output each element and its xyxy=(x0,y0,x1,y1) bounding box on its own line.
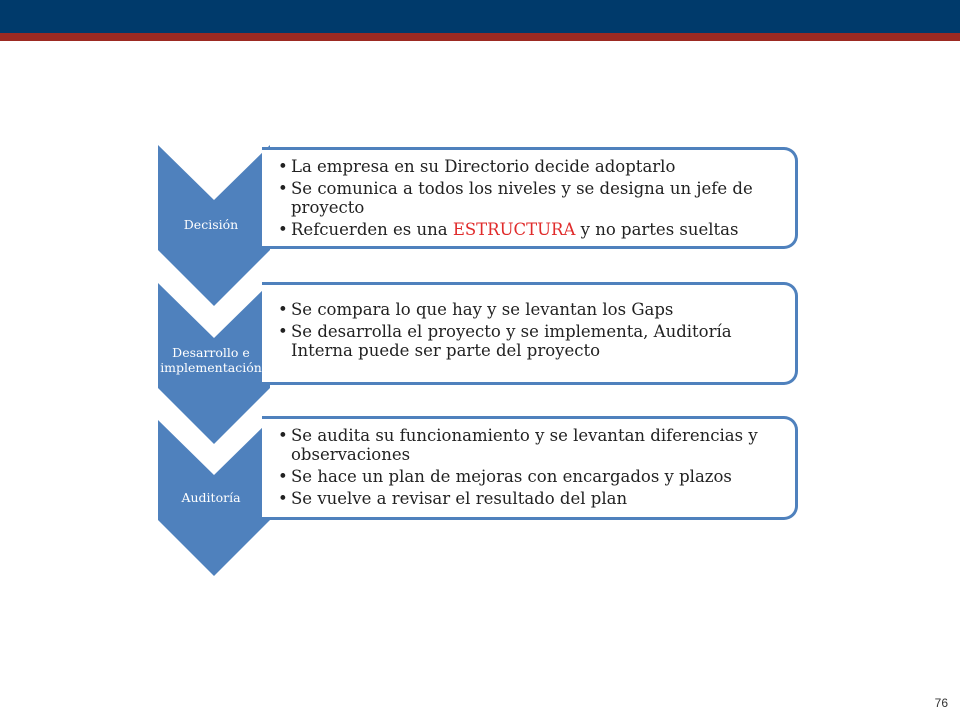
page-number: 76 xyxy=(934,696,948,710)
bullet-list xyxy=(262,426,795,508)
bullet-item xyxy=(278,300,785,319)
chevron-label-decision: Decisión xyxy=(183,217,239,232)
bullet-text: Se compara lo que hay y se levantan los Gaps xyxy=(291,300,674,319)
stage-box-desarrollo xyxy=(262,282,798,385)
bullet-item xyxy=(278,489,785,508)
bullet-item xyxy=(278,157,785,176)
bullet-text: Se comunica a todos los niveles y se designa un jefe de proyecto xyxy=(291,179,753,217)
bullet-text: Refcuerden es una xyxy=(291,220,453,239)
bullet-text: y no partes sueltas xyxy=(575,220,739,239)
bullet-list xyxy=(262,300,795,360)
highlight-text: ESTRUCTURA xyxy=(452,220,576,239)
bullet-text: Se vuelve a revisar el resultado del plan xyxy=(291,489,628,508)
bullet-item xyxy=(278,322,785,360)
chevron-label-desarrollo: Desarrollo e implementación xyxy=(160,345,262,375)
bullet-text: Se audita su funcionamiento y se levantan diferencias y observaciones xyxy=(291,426,758,464)
bullet-text: Se desarrolla el proyecto y se implementa, Auditoría Interna puede ser parte del proyecto xyxy=(291,322,732,360)
stage-box-decision xyxy=(262,147,798,249)
bullet-list xyxy=(262,157,795,239)
bullet-item xyxy=(278,467,785,486)
bullet-item xyxy=(278,179,785,217)
stage-box-auditoria xyxy=(262,416,798,520)
chevron-label-auditoria: Auditoría xyxy=(181,490,241,505)
bullet-text: Se hace un plan de mejoras con encargados y plazos xyxy=(291,467,732,486)
bullet-item xyxy=(278,220,785,239)
bullet-text: La empresa en su Directorio decide adoptarlo xyxy=(291,157,676,176)
bullet-item xyxy=(278,426,785,464)
